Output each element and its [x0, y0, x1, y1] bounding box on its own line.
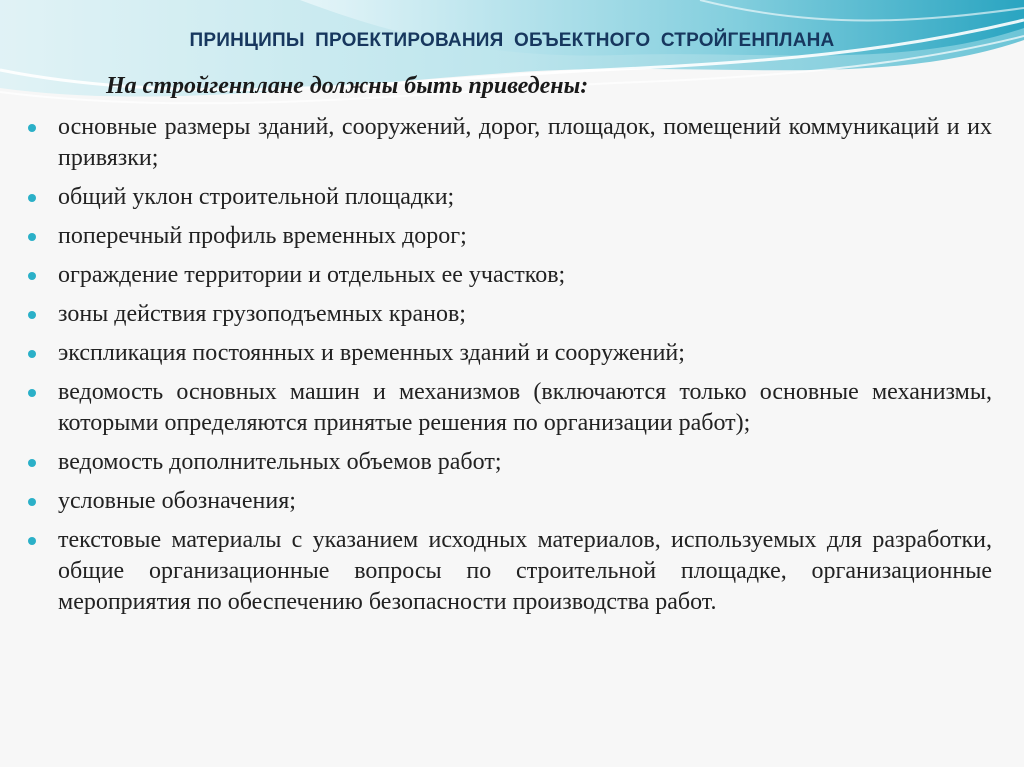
list-item [28, 221, 992, 252]
list-item-text: основные размеры зданий, сооружений, дорог, площадок, помещений коммуникаций и их привязки; [58, 114, 992, 171]
bullet-icon [28, 311, 36, 319]
bullet-icon [28, 459, 36, 467]
bullet-icon [28, 272, 36, 280]
list-item [28, 112, 992, 174]
list-item [28, 486, 992, 517]
list-item-text: общий уклон строительной площадки; [58, 184, 455, 210]
list-item [28, 525, 992, 618]
list-item-text: условные обозначения; [58, 488, 296, 514]
bullet-list [28, 112, 992, 626]
list-item-text: ограждение территории и отдельных ее участков; [58, 262, 566, 288]
list-item-text: текстовые материалы с указанием исходных материалов, используемых для разработки, общие организационные вопросы по строительной площадке, организационные мероприятия по обеспечению безопасности производства работ. [58, 527, 992, 615]
list-item [28, 260, 992, 291]
bullet-icon [28, 233, 36, 241]
list-item-text: ведомость дополнительных объемов работ; [58, 449, 502, 475]
list-item [28, 447, 992, 478]
slide-subtitle: На стройгенплане должны быть приведены: [106, 73, 589, 99]
bullet-icon [28, 124, 36, 132]
list-item [28, 182, 992, 213]
bullet-icon [28, 350, 36, 358]
list-item [28, 377, 992, 439]
slide-title: ПРИНЦИПЫ ПРОЕКТИРОВАНИЯ ОБЪЕКТНОГО СТРОЙГЕНПЛАНА [189, 30, 835, 51]
list-item-text: ведомость основных машин и механизмов (включаются только основные механизмы, которыми определяются принятые решения по организации работ); [58, 379, 992, 436]
bullet-icon [28, 537, 36, 545]
list-item-text: экспликация постоянных и временных зданий и сооружений; [58, 340, 685, 366]
list-item-text: поперечный профиль временных дорог; [58, 223, 467, 249]
bullet-icon [28, 498, 36, 506]
list-item-text: зоны действия грузоподъемных кранов; [58, 301, 466, 327]
list-item [28, 338, 992, 369]
bullet-icon [28, 389, 36, 397]
header-wave-decoration [0, 0, 1024, 120]
bullet-icon [28, 194, 36, 202]
list-item [28, 299, 992, 330]
